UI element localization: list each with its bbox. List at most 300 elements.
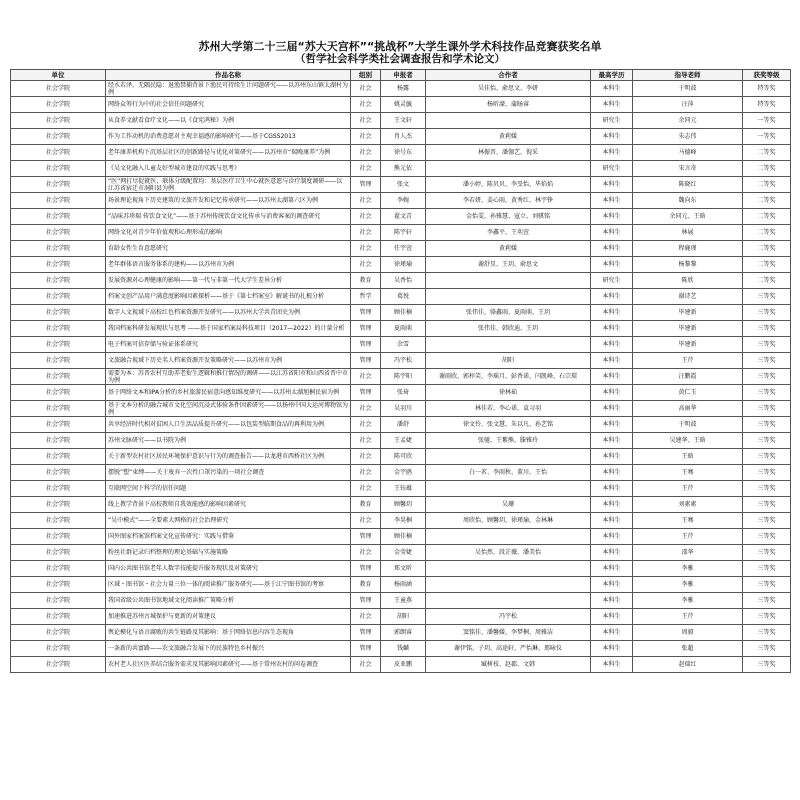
- cell-unit: 社会学院: [11, 113, 106, 129]
- cell-tutor: 林展: [633, 225, 743, 241]
- cell-award: 三等奖: [743, 401, 791, 417]
- cell-tutor: 陈晓红: [633, 177, 743, 193]
- cell-award: 特等奖: [743, 81, 791, 97]
- cell-unit: 社会学院: [11, 449, 106, 465]
- cell-group: 社会: [351, 401, 381, 417]
- cell-unit: 社会学院: [11, 529, 106, 545]
- table-row: [11, 321, 791, 337]
- cell-work-title: 舆论模化与语言腐败的共生链路及其影响：基于网络信息内容生态视角: [106, 625, 351, 641]
- cell-applicant: 陈宇阳: [381, 369, 426, 385]
- table-row: [11, 401, 791, 417]
- cell-work-title: 基于文本分析的融合城市文化空间沉浸式体验条件因素研究——以扬州中国大运河博物馆为例: [106, 401, 351, 417]
- cell-degree: 本科生: [591, 465, 633, 481]
- cell-degree: 本科生: [591, 481, 633, 497]
- cell-unit: 社会学院: [11, 593, 106, 609]
- cell-applicant: 翟文青: [381, 209, 426, 225]
- cell-award: 二等奖: [743, 273, 791, 289]
- cell-collaborators: [426, 529, 591, 545]
- cell-work-title: 共享经济时代相对贫困人口生活品质提升研究——以包装型临期食品的再利用为例: [106, 417, 351, 433]
- cell-group: 社会: [351, 417, 381, 433]
- cell-unit: 社会学院: [11, 145, 106, 161]
- cell-work-title: 一条新的共富路——农文旅融合发展下的民族特色乡村振兴: [106, 641, 351, 657]
- cell-collaborators: 吴珊: [426, 497, 591, 513]
- cell-applicant: 郭朗睿: [381, 625, 426, 641]
- table-row: [11, 657, 791, 673]
- cell-collaborators: 谢伊铭、子玥、高途轩、严怡琳、邢咏仪: [426, 641, 591, 657]
- cell-collaborators: [426, 161, 591, 177]
- cell-unit: 社会学院: [11, 561, 106, 577]
- cell-applicant: 李昊桐: [381, 513, 426, 529]
- cell-tutor: 马德峰: [633, 145, 743, 161]
- cell-group: 社会: [351, 129, 381, 145]
- cell-tutor: 王芹: [633, 481, 743, 497]
- cell-applicant: 王孟婕: [381, 433, 426, 449]
- table-row: [11, 289, 791, 305]
- cell-applicant: 杨露: [381, 81, 426, 97]
- cell-tutor: 余同元: [633, 113, 743, 129]
- cell-group: 管理: [351, 321, 381, 337]
- cell-unit: 社会学院: [11, 97, 106, 113]
- cell-applicant: 姚灵毓: [381, 97, 426, 113]
- table-row: [11, 353, 791, 369]
- cell-tutor: 毕建新: [633, 321, 743, 337]
- cell-group: 管理: [351, 385, 381, 401]
- cell-unit: 社会学院: [11, 481, 106, 497]
- cell-degree: 本科生: [591, 241, 633, 257]
- cell-applicant: 余雪: [381, 337, 426, 353]
- cell-degree: 本科生: [591, 81, 633, 97]
- table-row: [11, 465, 791, 481]
- cell-degree: 研究生: [591, 113, 633, 129]
- cell-group: 管理: [351, 353, 381, 369]
- table-row: [11, 385, 791, 401]
- cell-work-title: 互联网空间下科学的信任问题: [106, 481, 351, 497]
- cell-award: 三等奖: [743, 609, 791, 625]
- cell-work-title: 国外图家档案馆档案文化宣传研究：实践与借鉴: [106, 529, 351, 545]
- cell-unit: 社会学院: [11, 385, 106, 401]
- award-table: [10, 69, 791, 673]
- cell-collaborators: [426, 289, 591, 305]
- cell-degree: 本科生: [591, 337, 633, 353]
- cell-award: 一等奖: [743, 129, 791, 145]
- cell-tutor: 李雅: [633, 561, 743, 577]
- table-row: [11, 193, 791, 209]
- cell-degree: 本科生: [591, 305, 633, 321]
- cell-work-title: 加速推进苏州古城保护与更新的对策建议: [106, 609, 351, 625]
- table-row: [11, 337, 791, 353]
- table-row: [11, 529, 791, 545]
- header-collaborators: 合作者: [426, 70, 591, 81]
- cell-unit: 社会学院: [11, 545, 106, 561]
- cell-degree: 本科生: [591, 513, 633, 529]
- cell-degree: 本科生: [591, 625, 633, 641]
- cell-tutor: 邵华: [633, 545, 743, 561]
- cell-award: 二等奖: [743, 193, 791, 209]
- cell-applicant: 任宇萱: [381, 241, 426, 257]
- header-applicant: 申报者: [381, 70, 426, 81]
- cell-work-title: 国内公共图书馆老年人数字技能提升服务现状及对策研究: [106, 561, 351, 577]
- cell-applicant: 张文: [381, 177, 426, 193]
- cell-unit: 社会学院: [11, 305, 106, 321]
- cell-group: 管理: [351, 625, 381, 641]
- cell-award: 三等奖: [743, 641, 791, 657]
- cell-tutor: 王骞: [633, 465, 743, 481]
- table-row: [11, 561, 791, 577]
- cell-degree: 本科生: [591, 145, 633, 161]
- cell-degree: 本科生: [591, 369, 633, 385]
- cell-award: 三等奖: [743, 449, 791, 465]
- cell-work-title: 场景理论视角下历史建筑的文旅开发和记忆传承研究——以苏州太湖第六区为例: [106, 193, 351, 209]
- table-row: [11, 97, 791, 113]
- cell-work-title: 农村老人社区医养结合服务需求及其影响因素研究——基于常州农村的问卷调查: [106, 657, 351, 673]
- cell-group: 社会: [351, 481, 381, 497]
- table-row: [11, 305, 791, 321]
- table-row: [11, 433, 791, 449]
- header-work-title: 作品名称: [106, 70, 351, 81]
- cell-award: 三等奖: [743, 353, 791, 369]
- cell-collaborators: [426, 113, 591, 129]
- cell-work-title: 经水若泽，无隅民隐：退渔禁捕背景下渔民可持续生计问题研究——以苏州东山镇太湖村为例: [106, 81, 351, 97]
- cell-degree: 本科生: [591, 561, 633, 577]
- cell-applicant: 钱麟: [381, 641, 426, 657]
- cell-collaborators: 杨昕濛、蒲旸睿: [426, 97, 591, 113]
- cell-degree: 本科生: [591, 401, 633, 417]
- header-group: 组别: [351, 70, 381, 81]
- cell-applicant: 夏雨萌: [381, 321, 426, 337]
- table-header-row: [11, 70, 791, 81]
- table-row: [11, 609, 791, 625]
- cell-award: 二等奖: [743, 177, 791, 193]
- cell-applicant: 潘舒: [381, 417, 426, 433]
- cell-tutor: 于明波: [633, 417, 743, 433]
- cell-work-title: 网络众筹行为中的社会信任问题研究: [106, 97, 351, 113]
- cell-award: 二等奖: [743, 225, 791, 241]
- table-row: [11, 209, 791, 225]
- header-degree: 最高学历: [591, 70, 633, 81]
- cell-group: 哲学: [351, 289, 381, 305]
- cell-collaborators: 黄莉媛: [426, 241, 591, 257]
- cell-group: 社会: [351, 369, 381, 385]
- cell-group: 管理: [351, 337, 381, 353]
- cell-degree: 本科生: [591, 129, 633, 145]
- cell-unit: 社会学院: [11, 177, 106, 193]
- cell-tutor: 毕建新: [633, 305, 743, 321]
- cell-collaborators: 臧树枝、赵郡、文韩: [426, 657, 591, 673]
- cell-award: 三等奖: [743, 625, 791, 641]
- cell-tutor: 朱志伟: [633, 129, 743, 145]
- table-row: [11, 577, 791, 593]
- cell-tutor: 周毅: [633, 625, 743, 641]
- table-row: [11, 625, 791, 641]
- cell-group: 教育: [351, 273, 381, 289]
- cell-unit: 社会学院: [11, 193, 106, 209]
- cell-work-title: 数字人文视域下高校红色档案资源开发研究——以苏州大学共青团史为例: [106, 305, 351, 321]
- cell-degree: 研究生: [591, 161, 633, 177]
- cell-tutor: 宋言奇: [633, 161, 743, 177]
- cell-group: 社会: [351, 97, 381, 113]
- cell-tutor: 陈欣: [633, 273, 743, 289]
- cell-tutor: 李雅: [633, 593, 743, 609]
- cell-tutor: 汪鹏霞: [633, 369, 743, 385]
- cell-tutor: 王芹: [633, 529, 743, 545]
- cell-applicant: 王文轩: [381, 113, 426, 129]
- cell-degree: 本科生: [591, 209, 633, 225]
- cell-degree: 本科生: [591, 417, 633, 433]
- cell-work-title: 苏州文脉研究——以书院为例: [106, 433, 351, 449]
- cell-collaborators: 谢雨欣、郭梓笑、李瑶月、彭香诺、闫凯峰、石宗璟: [426, 369, 591, 385]
- cell-award: 三等奖: [743, 593, 791, 609]
- cell-applicant: 吴香怡: [381, 273, 426, 289]
- table-row: [11, 113, 791, 129]
- cell-collaborators: 潘小婷、陈贝贝、李旻怡、毕焰焰: [426, 177, 591, 193]
- cell-tutor: 于明波: [633, 81, 743, 97]
- cell-collaborators: 白一茗、李雨秋、董川、王怡: [426, 465, 591, 481]
- cell-collaborators: [426, 593, 591, 609]
- cell-unit: 社会学院: [11, 289, 106, 305]
- cell-degree: 本科生: [591, 609, 633, 625]
- cell-collaborators: 吴佳怡、俞思文、李妍: [426, 81, 591, 97]
- table-row: [11, 593, 791, 609]
- cell-work-title: 区域・图书馆・社会力量三位一体的阅读推广服务研究——基于江宁图书馆的考察: [106, 577, 351, 593]
- cell-applicant: 顾佳楠: [381, 529, 426, 545]
- cell-applicant: 陈可欣: [381, 449, 426, 465]
- cell-award: 特等奖: [743, 97, 791, 113]
- cell-applicant: 王钰蕴: [381, 481, 426, 497]
- cell-degree: 本科生: [591, 529, 633, 545]
- cell-group: 管理: [351, 641, 381, 657]
- cell-unit: 社会学院: [11, 625, 106, 641]
- cell-award: 三等奖: [743, 513, 791, 529]
- cell-degree: 本科生: [591, 577, 633, 593]
- cell-applicant: 徐号东: [381, 145, 426, 161]
- cell-collaborators: [426, 481, 591, 497]
- cell-applicant: 胡阳: [381, 609, 426, 625]
- cell-unit: 社会学院: [11, 417, 106, 433]
- cell-unit: 社会学院: [11, 609, 106, 625]
- cell-award: 三等奖: [743, 497, 791, 513]
- cell-work-title: 育龄女性生育意愿研究: [106, 241, 351, 257]
- cell-award: 三等奖: [743, 561, 791, 577]
- cell-group: 社会: [351, 113, 381, 129]
- cell-group: 管理: [351, 529, 381, 545]
- cell-degree: 本科生: [591, 385, 633, 401]
- cell-unit: 社会学院: [11, 513, 106, 529]
- table-row: [11, 513, 791, 529]
- cell-award: 三等奖: [743, 305, 791, 321]
- cell-applicant: 张琦: [381, 385, 426, 401]
- cell-work-title: “品味苏珍瑞 传饮食文化”——基于苏州传统饮食文化传承与消费客案的调查研究: [106, 209, 351, 225]
- cell-work-title: 网络文化对青少年价值观和心理形成的影响: [106, 225, 351, 241]
- cell-award: 三等奖: [743, 337, 791, 353]
- table-row: [11, 545, 791, 561]
- cell-work-title: 档案文创产品用户满意度影响因素探析——基于《第七档案室》解谜书的扎根分析: [106, 289, 351, 305]
- cell-group: 社会: [351, 225, 381, 241]
- document-title: 苏州大学第二十三届“苏大天宫杯”“挑战杯”大学生课外学术科技作品竞赛获奖名单: [198, 40, 602, 53]
- cell-tutor: 张超: [633, 641, 743, 657]
- cell-group: 管理: [351, 305, 381, 321]
- cell-unit: 社会学院: [11, 209, 106, 225]
- table-row: [11, 129, 791, 145]
- cell-applicant: 陈宇轩: [381, 225, 426, 241]
- cell-applicant: 熊元依: [381, 161, 426, 177]
- cell-tutor: 余同元、王晗: [633, 209, 743, 225]
- cell-award: 三等奖: [743, 481, 791, 497]
- cell-degree: 本科生: [591, 545, 633, 561]
- cell-group: 社会: [351, 257, 381, 273]
- cell-award: 三等奖: [743, 369, 791, 385]
- cell-tutor: 魏向东: [633, 193, 743, 209]
- cell-work-title: 我国档案科研发展现状与思考 ——基于国家档案局科技项目（2017—2022）的计量分析: [106, 321, 351, 337]
- cell-award: 三等奖: [743, 417, 791, 433]
- cell-work-title: 老年康养机构下沉基层社区的创新路径与优化对策研究——以苏州市“瑞晚康养”为例: [106, 145, 351, 161]
- cell-group: 教育: [351, 577, 381, 593]
- cell-applicant: 徐瑾瑜: [381, 257, 426, 273]
- cell-applicant: 杨雨涵: [381, 577, 426, 593]
- cell-degree: 本科生: [591, 225, 633, 241]
- cell-group: 社会: [351, 209, 381, 225]
- cell-work-title: 从食养文献看食疗文化——以《食宪鸿秘》为例: [106, 113, 351, 129]
- cell-degree: 本科生: [591, 593, 633, 609]
- cell-collaborators: 谢舒星、王玥、俞思文: [426, 257, 591, 273]
- cell-tutor: 刘素素: [633, 497, 743, 513]
- table-row: [11, 161, 791, 177]
- document-subtitle: （哲学社会科学类社会调查报告和学术论文）: [295, 53, 505, 65]
- cell-award: 三等奖: [743, 321, 791, 337]
- cell-group: 管理: [351, 561, 381, 577]
- cell-applicant: 郑文昕: [381, 561, 426, 577]
- cell-group: 社会: [351, 81, 381, 97]
- cell-collaborators: 周欣怡、顾馨玥、徐瑾瑜、金林琳: [426, 513, 591, 529]
- cell-tutor: 李雅: [633, 577, 743, 593]
- cell-applicant: 葛悦: [381, 289, 426, 305]
- cell-award: 三等奖: [743, 385, 791, 401]
- cell-unit: 社会学院: [11, 241, 106, 257]
- cell-tutor: 黄仁玉: [633, 385, 743, 401]
- cell-unit: 社会学院: [11, 433, 106, 449]
- cell-group: 教育: [351, 497, 381, 513]
- cell-award: 二等奖: [743, 241, 791, 257]
- cell-group: 社会: [351, 609, 381, 625]
- cell-work-title: 发展资源对心理健康的影响——第一代与非第一代大学生差异分析: [106, 273, 351, 289]
- cell-tutor: 王骞: [633, 513, 743, 529]
- cell-degree: 本科生: [591, 657, 633, 673]
- cell-tutor: 毕建新: [633, 337, 743, 353]
- cell-degree: 本科生: [591, 433, 633, 449]
- cell-degree: 本科生: [591, 289, 633, 305]
- cell-collaborators: [426, 273, 591, 289]
- cell-group: 社会: [351, 145, 381, 161]
- cell-group: 管理: [351, 177, 381, 193]
- cell-work-title: “吴中模式”——全要素大网格的社会治理研究: [106, 513, 351, 529]
- cell-unit: 社会学院: [11, 497, 106, 513]
- cell-tutor: 谢诗艺: [633, 289, 743, 305]
- cell-work-title: 需要为本：苏晋农村互助养老衔生逻辑和推行情况的调研——以江苏省阳市和山西省晋中市为例: [106, 369, 351, 385]
- cell-degree: 本科生: [591, 449, 633, 465]
- cell-tutor: 杨黎黎: [633, 257, 743, 273]
- cell-award: 三等奖: [743, 433, 791, 449]
- cell-work-title: 文旅融合视域下历史名人档案资源开发策略研究——以苏州市为例: [106, 353, 351, 369]
- table-row: [11, 177, 791, 193]
- cell-unit: 社会学院: [11, 353, 106, 369]
- cell-unit: 社会学院: [11, 257, 106, 273]
- cell-tutor: 吴建华、王晗: [633, 433, 743, 449]
- cell-group: 社会: [351, 657, 381, 673]
- cell-unit: 社会学院: [11, 161, 106, 177]
- cell-collaborators: 李若妍、姜心雨、黄秀红、林宇铮: [426, 193, 591, 209]
- cell-work-title: 摆脱”塑“束缚——关于废弃一次性口罩污染的一项社会调查: [106, 465, 351, 481]
- cell-unit: 社会学院: [11, 321, 106, 337]
- table-row: [11, 257, 791, 273]
- cell-degree: 本科生: [591, 97, 633, 113]
- cell-collaborators: 胡阳: [426, 353, 591, 369]
- cell-collaborators: 徐林茹: [426, 385, 591, 401]
- cell-collaborators: 吴怡然、段芷薇、潘美怡: [426, 545, 591, 561]
- cell-collaborators: 张伟佳、骆鑫雨、夏雨萌、王玥: [426, 305, 591, 321]
- cell-work-title: “医”网打尽促就医，联体分级配置均：基层医疗卫生中心就医意愿与诊疗制度调研——以江苏省宿迁市洞阳县为例: [106, 177, 351, 193]
- cell-degree: 本科生: [591, 193, 633, 209]
- cell-applicant: 冯宇松: [381, 353, 426, 369]
- cell-award: 三等奖: [743, 465, 791, 481]
- cell-work-title: 我国省级公共图书馆地域文化阅读推广策略分析: [106, 593, 351, 609]
- cell-collaborators: [426, 337, 591, 353]
- cell-tutor: 程鹿瑾: [633, 241, 743, 257]
- cell-group: 社会: [351, 449, 381, 465]
- table-row: [11, 417, 791, 433]
- cell-unit: 社会学院: [11, 225, 106, 241]
- cell-award: 三等奖: [743, 289, 791, 305]
- header-unit: 单位: [11, 70, 106, 81]
- cell-collaborators: 窦铭佳、潘馨媛、李梦桐、周雅洁: [426, 625, 591, 641]
- cell-applicant: 皮亚鹏: [381, 657, 426, 673]
- cell-award: 三等奖: [743, 545, 791, 561]
- cell-award: 二等奖: [743, 161, 791, 177]
- table-row: [11, 369, 791, 385]
- cell-collaborators: 金怡雯、孙雅慧、寇立、刘骐铭: [426, 209, 591, 225]
- cell-applicant: 肖人杰: [381, 129, 426, 145]
- cell-tutor: 高丽华: [633, 401, 743, 417]
- cell-applicant: 王童燕: [381, 593, 426, 609]
- cell-degree: 本科生: [591, 641, 633, 657]
- table-row: [11, 481, 791, 497]
- cell-degree: 本科生: [591, 353, 633, 369]
- cell-collaborators: [426, 449, 591, 465]
- cell-work-title: 电子档案可信存储与验证体系研究: [106, 337, 351, 353]
- table-row: [11, 241, 791, 257]
- cell-applicant: 顾佳楠: [381, 305, 426, 321]
- cell-collaborators: 冯宇松: [426, 609, 591, 625]
- cell-applicant: 李婉: [381, 193, 426, 209]
- cell-work-title: 基于网络文本和IPA分析的乡村旅游民宿意向感知维度研究——以苏州太湖旭桐民宿为例: [106, 385, 351, 401]
- cell-award: 一等奖: [743, 113, 791, 129]
- cell-unit: 社会学院: [11, 273, 106, 289]
- cell-unit: 社会学院: [11, 129, 106, 145]
- cell-tutor: 汪萍: [633, 97, 743, 113]
- cell-group: 社会: [351, 433, 381, 449]
- cell-unit: 社会学院: [11, 577, 106, 593]
- cell-tutor: 赵瑞红: [633, 657, 743, 673]
- cell-work-title: 关于新型农村社区居民环境保护意识与行为的调查报告——以龙港市西桥社区为例: [106, 449, 351, 465]
- cell-work-title: 粉丝社群记录归档整理的理论基础与实施策略: [106, 545, 351, 561]
- cell-work-title: 作为工作动机的消费意愿对主观幸福感的影响研究——基于CGSS2013: [106, 129, 351, 145]
- cell-group: 社会: [351, 193, 381, 209]
- cell-work-title: 线上教学背景下高校教师自我效能感的影响因素研究: [106, 497, 351, 513]
- cell-degree: 本科生: [591, 257, 633, 273]
- header-award: 获奖等级: [743, 70, 791, 81]
- cell-tutor: 王芹: [633, 609, 743, 625]
- cell-unit: 社会学院: [11, 401, 106, 417]
- table-row: [11, 273, 791, 289]
- cell-applicant: 吴羽川: [381, 401, 426, 417]
